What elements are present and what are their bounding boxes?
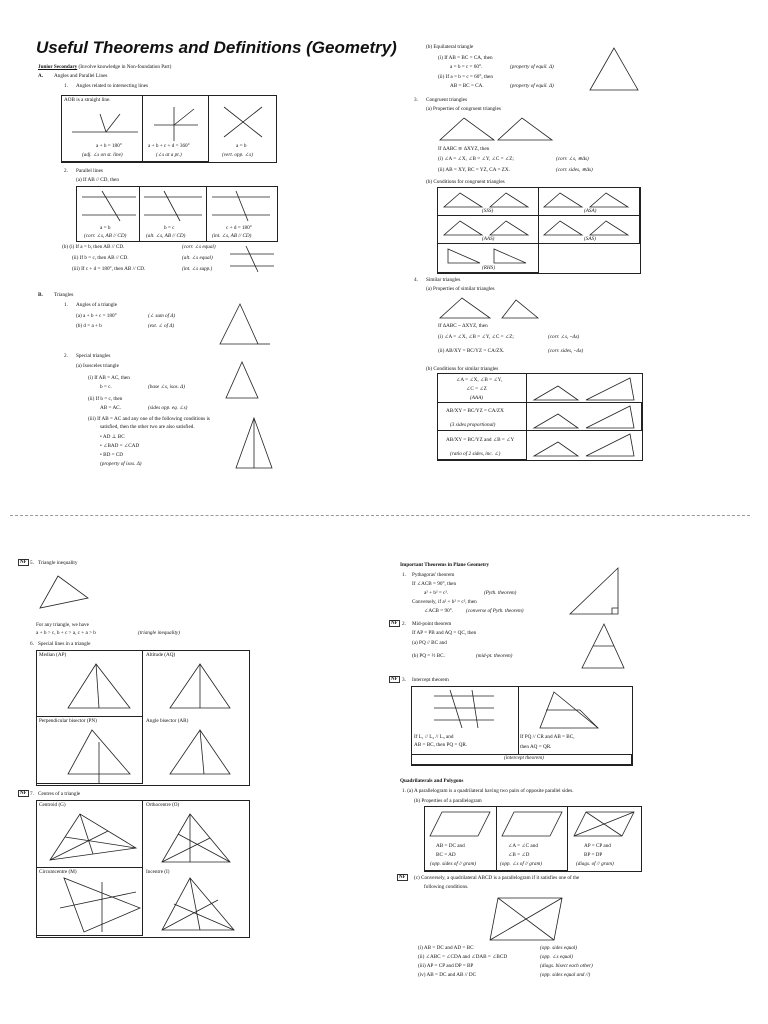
cv4: (iv) AB = DC and AB // DC: [418, 972, 477, 978]
mid2: (a) PQ // BC and: [412, 640, 447, 646]
congruent-condition-figures: [440, 189, 640, 269]
quad-heading: Quadrilaterals and Polygons: [400, 778, 464, 784]
junior-label: Junior Secondary: [38, 64, 78, 70]
intercept-label: Intercept theorem: [412, 677, 449, 683]
b1a: (a) a + b + c = 180°: [76, 313, 117, 319]
vertical-angles-figure: [220, 103, 266, 141]
sim3: (ii) AB/XY = BC/YZ = CA/ZX.: [438, 348, 505, 354]
i6: Special lines in a triangle: [38, 641, 91, 647]
iso2b: AB = AC.: [100, 405, 121, 411]
a2-label: Parallel lines: [76, 168, 103, 174]
pa1: AB = DC and: [436, 843, 465, 849]
cv4-reason: (opp. sides equal and //): [540, 972, 591, 978]
conv3: (iii) If c + d = 180°, then AB // CD.: [72, 266, 146, 272]
pa3: (opp. sides of // gram): [430, 861, 476, 867]
b1-num: 1.: [64, 302, 68, 308]
ratio-note: (ratio of 2 sides, inc. ∠): [450, 451, 501, 457]
perp-label: Perpendicular bisector (PN): [39, 718, 97, 724]
cong3: (ii) AB = XY, BC = YZ, CA = ZX.: [438, 167, 510, 173]
equil2b: AB = BC = CA.: [450, 83, 484, 89]
isosceles-figure: [220, 358, 264, 402]
pb3: (opp. ∠s of // gram): [500, 861, 542, 867]
pr3: (int. ∠s, AB // CD): [212, 233, 252, 239]
triangle-angles-figure: [212, 300, 272, 350]
iso3: (iii) If AB = AC and any one of the following conditions is: [88, 416, 210, 422]
iso3b: satisfied, then the other two are also satisfied.: [100, 424, 195, 430]
cond-aas: (AAS): [482, 236, 495, 242]
cv1-reason: (opp. sides equal): [540, 945, 578, 951]
pb2: ∠B = ∠D: [508, 852, 530, 858]
pa2: BC = AD: [436, 852, 456, 858]
c4a: (a) Properties of similar triangles: [426, 286, 495, 292]
a1-label: Angles related to intersecting lines: [76, 83, 149, 89]
aaa2: ∠C = ∠Z: [466, 386, 487, 392]
cond-sas: (SAS): [584, 236, 596, 242]
pb1: ∠A = ∠C and: [508, 843, 538, 849]
sim3-reason: (corr. sides, ~Δs): [548, 348, 584, 354]
centres-figures: [40, 808, 250, 936]
conv2-reason: (alt. ∠s equal): [182, 255, 213, 261]
i5: Triangle inequality: [38, 560, 78, 566]
section-a-label: Angles and Parallel Lines: [54, 73, 108, 79]
cell1-title: AOB is a straight line.: [64, 97, 111, 103]
junior-subtitle: (Involve knowledge in Non-foundation Part): [78, 64, 172, 70]
cv2-reason: (opp. ∠s equal): [540, 954, 574, 960]
mid-label: Mid-point theorem: [412, 621, 452, 627]
median-label: Median (AP): [39, 652, 67, 658]
q1c2: following conditions.: [424, 884, 469, 890]
cond-asa: (ASA): [584, 208, 597, 214]
iso2: (ii) If b = c, then: [88, 396, 123, 402]
eq1: a + b = 180°: [96, 143, 122, 149]
circum-label: Circumcentre (M): [39, 869, 77, 875]
eq3: a = b: [236, 143, 247, 149]
conv3-reason: (int. ∠s supp.): [182, 266, 213, 272]
altitude-label: Altitude (AQ): [146, 652, 176, 658]
b2-label: Special triangles: [76, 353, 111, 359]
a1-num: 1.: [64, 83, 68, 89]
intercept-figures: [414, 688, 630, 732]
p1: a = b: [100, 225, 111, 231]
cv2: (ii) ∠ABC = ∠CDA and ∠DAB = ∠BCD: [418, 954, 508, 960]
sim2-reason: (corr. ∠s, ~Δs): [548, 334, 580, 340]
pc3: (diags. of // gram): [576, 861, 614, 867]
p3: c + d = 180°: [226, 225, 252, 231]
r-n1: 1.: [402, 572, 406, 578]
aaa1: ∠A = ∠X, ∠B = ∠Y,: [456, 377, 503, 383]
c4-num: 4.: [414, 277, 418, 283]
ineq2: a + b > c, b + c > a, c + a > b: [36, 630, 96, 636]
equil1-reason: (property of equil. Δ): [510, 64, 554, 70]
b2-num: 2.: [64, 353, 68, 359]
important-heading: Important Theorems in Plane Geometry: [400, 562, 490, 568]
c3b: (b) Conditions for congruent triangles: [426, 179, 505, 185]
q1b: (b) Properties of a parallelogram: [414, 798, 482, 804]
py2: a² + b² = c².: [424, 590, 449, 596]
nf-tag-3: NF: [391, 677, 398, 682]
iso1b: b = c.: [100, 384, 112, 390]
c3a: (a) Properties of congruent triangles: [426, 106, 501, 112]
nf-tag-5: NF: [20, 560, 27, 565]
i7: Centres of a triangle: [38, 791, 81, 797]
q1: 1. (a) A parallelogram is a quadrilateral having two pairs of opposite parallel sides.: [402, 788, 574, 794]
cond-sss: (SSS): [482, 208, 494, 214]
cv3-reason: (diags. bisect each other): [540, 963, 593, 969]
conv2: (ii) If b = c, then AB // CD.: [72, 255, 129, 261]
a2-sub: (a) If AB // CD, then: [76, 177, 119, 183]
cong2: (i) ∠A = ∠X, ∠B = ∠Y, ∠C = ∠Z;: [438, 156, 514, 162]
equil2: (ii) If a = b = c = 60°, then: [438, 74, 493, 80]
r-n2: 2.: [402, 621, 406, 627]
q1c: (c) Conversely, a quadrilateral ABCD is a parallelogram if it satisfies one of the: [414, 875, 580, 881]
converse-parallelogram: [486, 894, 566, 944]
ineq-reason: (triangle inequality): [138, 630, 180, 636]
conv1-reason: (corr. ∠s equal): [182, 244, 216, 250]
congruent-figure: [436, 114, 556, 144]
pythagoras-figure: [566, 564, 630, 618]
similar-condition-figures: [530, 376, 640, 460]
pc2: BP = DP: [584, 852, 603, 858]
cong3-reason: (corr. sides, ≅Δs): [556, 167, 593, 173]
ortho-label: Orthocentre (O): [146, 802, 180, 808]
c3-label: Congruent triangles: [426, 97, 468, 103]
incentre-label: Incentre (I): [146, 869, 170, 875]
n6: 6.: [30, 641, 34, 647]
b1b-reason: (ext. ∠ of Δ): [148, 323, 175, 329]
n5: 5.: [30, 560, 34, 566]
reason2: (∠s at a pt.): [156, 152, 182, 158]
iso1-reason: (base ∠s, isos. Δ): [148, 384, 185, 390]
n7: 7.: [30, 791, 34, 797]
pc1: AP = CP and: [584, 843, 611, 849]
equil1b: a = b = c = 60°.: [450, 64, 483, 70]
iso2-reason: (sides opp. eq. ∠s): [148, 405, 188, 411]
c3-num: 3.: [414, 97, 418, 103]
py4: ∠ACB = 90°.: [424, 608, 454, 614]
eq2: a + b + c + d = 360°: [148, 143, 190, 149]
cong1: If ΔABC ≅ ΔXYZ, then: [438, 146, 490, 152]
equil-label: (b) Equilateral triangle: [426, 44, 474, 50]
cv1: (i) AB = DC and AD = BC: [418, 945, 474, 951]
equil2-reason: (property of equil. Δ): [510, 83, 554, 89]
py4-reason: (converse of Pyth. theorem): [466, 608, 524, 614]
iso-d1: • AD ⊥ BC: [100, 434, 125, 440]
converse-parallel-figure: [228, 244, 280, 274]
straight-line-figure: [70, 110, 142, 140]
nf-tag-2: NF: [391, 621, 398, 626]
midpoint-figure: [578, 620, 628, 672]
isosceles-altitude-figure: [232, 414, 276, 472]
junior-heading: [38, 64, 171, 71]
mid3-reason: (mid-pt. theorem): [476, 653, 513, 659]
cv3: (iii) AP = CP and DP = BP: [418, 963, 474, 969]
similar-figure: [436, 294, 546, 322]
it1: If L₁ // L₂ // L₃ and: [414, 734, 454, 740]
parallel-figures: [80, 189, 280, 223]
aaa-label: (AAA): [470, 395, 483, 401]
bisector-label: Angle bisector (AR): [146, 718, 189, 724]
ineq1: For any triangle, we have: [36, 622, 89, 628]
conv1: (b) (i) If a = b, then AB // CD.: [62, 244, 125, 250]
ratio-cond: AB/XY = BC/YZ and ∠B = ∠Y: [446, 437, 515, 443]
pr1: (corr. ∠s, AB // CD): [84, 233, 127, 239]
it2: AB = BC, then PQ = QR.: [414, 742, 468, 748]
special-lines-figures: [40, 660, 250, 784]
pyth-label: Pythagoras' theorem: [412, 572, 455, 578]
sim1: If ΔABC ~ ΔXYZ, then: [438, 323, 488, 329]
iso-d4: (property of isos. Δ): [100, 461, 142, 467]
sim2: (i) ∠A = ∠X, ∠B = ∠Y, ∠C = ∠Z;: [438, 334, 514, 340]
page-title: Useful Theorems and Definitions (Geometry): [36, 38, 397, 57]
inequality-triangle: [36, 572, 92, 612]
section-b-num: B.: [38, 292, 43, 298]
iso-d2: • ∠BAD = ∠CAD: [100, 443, 140, 449]
p2: b = c: [164, 225, 175, 231]
sss-note: (3 sides proportional): [450, 422, 496, 428]
it4: then AQ = QR.: [520, 744, 552, 750]
py3: Conversely, if a² + b² = c², then: [412, 599, 477, 605]
reason3: (vert. opp. ∠s): [222, 152, 253, 158]
r-n3: 3.: [402, 677, 406, 683]
it3: If PQ // CR and AB = BC,: [520, 734, 575, 740]
cond-rhs: (RHS): [482, 265, 495, 271]
iso-d3: • BD = CD: [100, 452, 124, 458]
c4b: (b) Conditions for similar triangles: [426, 366, 499, 372]
reason1: (adj. ∠s on st. line): [82, 152, 123, 158]
py1: If ∠ACB = 90°, then: [412, 581, 457, 587]
section-a-num: A.: [38, 73, 44, 79]
b1a-reason: (∠ sum of Δ): [148, 313, 176, 319]
centroid-label: Centroid (G): [39, 802, 66, 808]
sss-cond: AB/XY = BC/YZ = CA/ZX: [446, 408, 504, 414]
cong2-reason: (corr. ∠s, ≅Δs): [556, 156, 589, 162]
b2a: (a) Isosceles triangle: [76, 363, 119, 369]
mid3: (b) PQ = ½ BC.: [412, 653, 445, 659]
iso1: (i) If AB = AC, then: [88, 375, 130, 381]
angles-point-figure: [150, 105, 202, 143]
py2-reason: (Pyth. theorem): [484, 590, 517, 596]
c4-label: Similar triangles: [426, 277, 461, 283]
mid1: If AP = PB and AQ = QC, then: [412, 630, 477, 636]
page-divider: [10, 515, 750, 516]
nf-tag-7: NF: [20, 791, 27, 796]
b1b: (b) d = a + b: [76, 323, 102, 329]
b1-label: Angles of a triangle: [76, 302, 118, 308]
nf-tag-q: NF: [399, 875, 406, 880]
section-b-label: Triangles: [54, 292, 74, 298]
intercept-reason: (intercept theorem): [504, 755, 544, 761]
equilateral-figure: [586, 44, 642, 94]
a2-num: 2.: [64, 168, 68, 174]
parallelogram-figures: [428, 808, 640, 840]
equil1: (i) If AB = BC = CA, then: [438, 55, 493, 61]
pr2: (alt. ∠s, AB // CD): [146, 233, 186, 239]
